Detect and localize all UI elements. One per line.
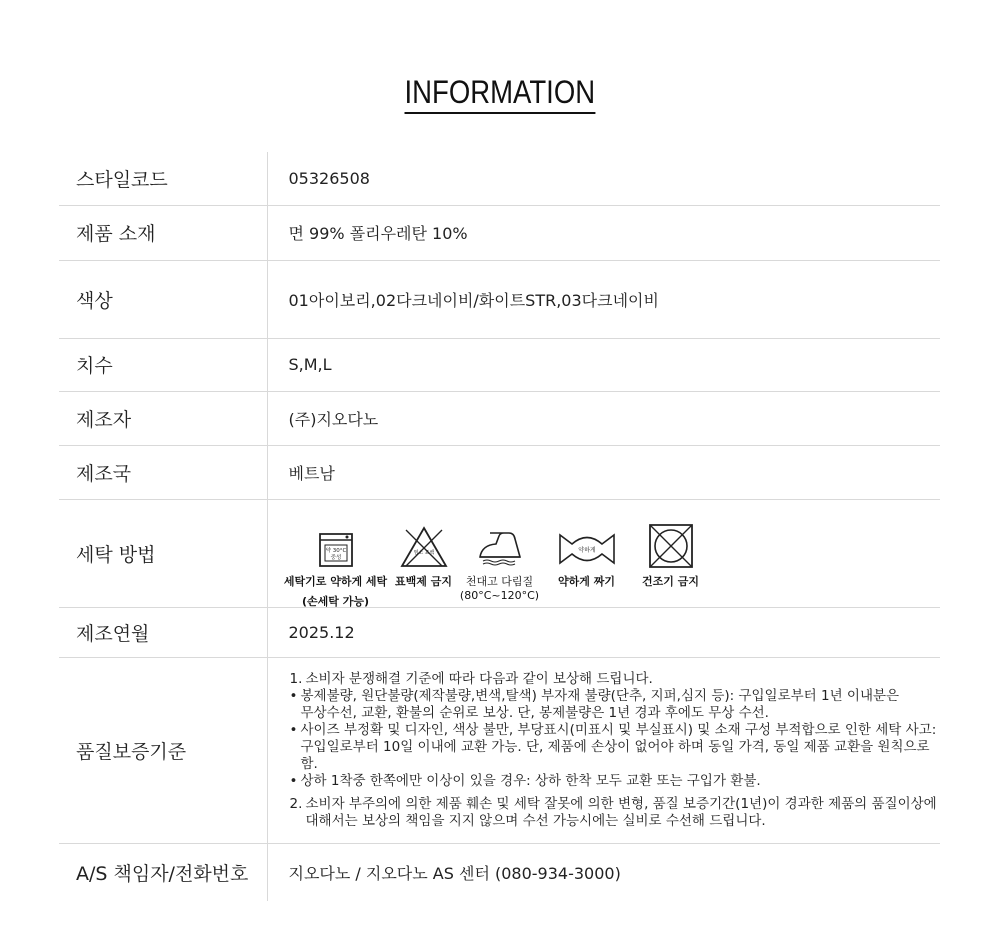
wash-item [285,519,387,609]
wash-caption: 약하게 짜기 [558,574,615,588]
list-item [290,722,941,773]
wash-caption: 세탁기로 약하게 세탁 [283,574,388,588]
quality-item-number: 1. [289,670,303,687]
row-label-style-code: 스타일코드 [59,152,267,205]
row-label-country: 제조국 [59,445,267,499]
list-item-text [301,688,900,722]
row-label-quality: 품질보증기준 [59,657,267,843]
list-item-line: 사이즈 부정확 및 디자인, 색상 불만, 부당표시(미표시 및 부실표시) 및 소재 구성 부적합으로 인한 세탁 사고: [300,721,937,738]
row-label-color: 색상 [59,260,267,338]
quality-bullets [290,688,941,790]
list-item-line: 봉제불량, 원단불량(제작불량,변색,탈색) 부자재 불량(단추, 지퍼,심지 등): 구입일로부터 1년 이내분은 [300,687,900,704]
table-row [59,499,940,607]
row-label-as: A/S 책임자/전화번호 [59,843,267,901]
quality-item-line: 소비자 부주의에 의한 제품 훼손 및 세탁 잘못에 의한 변형, 품질 보증기간(1년)이 경과한 제품의 품질이상에 [305,795,937,812]
info-table [59,152,940,901]
table-row [59,205,940,260]
list-item-line: 상하 1착중 한쪽에만 이상이 있을 경우: 상하 한착 모두 교환 또는 구입가 환불. [300,772,761,789]
quality-item-line: 대해서는 보상의 책임을 지지 않으며 수선 가능시에는 실비로 수선해 드립니다. [305,812,766,829]
table-row [59,843,940,901]
list-item-line: 구입일로부터 10일 이내에 교환 가능. 단, 제품에 손상이 없어야 하며 동일 가격, 동일 제품 교환을 원칙으로 함. [300,738,930,772]
wash-tub-30c-icon [317,519,355,569]
table-row [59,338,940,391]
table-row [59,260,940,338]
row-value-as: 지오다노 / 지오다노 AS 센터 (080-934-3000) [288,863,621,883]
wash-caption: 건조기 금지 [642,574,699,588]
quality-item-text: 소비자 분쟁해결 기준에 따라 다음과 같이 보상해 드립니다. [305,670,653,687]
table-row [59,657,940,843]
bullet: • [289,721,298,738]
row-value-material: 면 99% 폴리우레탄 10% [288,224,468,243]
quality-text [290,671,941,830]
no-bleach-icon [399,519,449,569]
page-title-wrap [0,74,1000,114]
row-label-washing: 세탁 방법 [59,499,267,607]
no-tumble-dry-icon [648,519,694,569]
bleach-icon-text: 염소 표백 [413,549,434,556]
list-item [290,688,941,722]
wash-caption: 표백제 금지 [395,574,452,588]
wash-item [389,519,459,589]
row-label-date: 제조연월 [59,607,267,657]
table-row [59,445,940,499]
row-value-style-code: 05326508 [288,168,370,188]
bullet: • [289,687,298,704]
wring-gently-icon [557,519,617,569]
list-item-text [301,722,941,773]
table-row [59,607,940,657]
wring-icon-text: 약하게 [577,546,596,554]
table-row [59,391,940,445]
row-label-material: 제품 소재 [59,205,267,260]
wash-icon-text-2: 중성 [330,554,341,561]
wash-caption-2: (80°C~120°C) [459,588,540,602]
iron-icon [475,519,525,569]
row-label-maker: 제조자 [59,391,267,445]
row-value-washing [267,499,940,607]
quality-item-text [306,796,937,830]
wash-item [547,519,627,589]
wash-icon-text-1: 약 30°C [325,547,346,554]
list-item-line: 무상수선, 교환, 환불의 순위로 보상. 단, 봉제불량은 1년 경과 후에도 무상 수선. [300,704,769,721]
wash-item [635,519,707,589]
wash-caption-2: (손세탁 가능) [301,594,369,608]
wash-item [459,519,540,603]
row-value-size: S,M,L [288,355,332,374]
quality-item-2 [290,796,941,830]
page-title: INFORMATION [405,74,596,114]
row-value-country: 베트남 [288,463,335,483]
list-item [290,773,941,790]
row-value-quality [267,657,940,843]
row-label-size: 치수 [59,338,267,391]
row-value-maker: (주)지오다노 [288,409,379,429]
wash-caption: 천대고 다림질 [465,574,534,588]
washing-icons [285,500,941,607]
table-row [59,152,940,205]
quality-item-number: 2. [289,795,303,812]
bullet: • [289,772,298,789]
row-value-color: 01아이보리,02다크네이비/화이트STR,03다크네이비 [288,290,659,310]
quality-item-1 [290,671,941,688]
row-value-date: 2025.12 [288,622,355,642]
